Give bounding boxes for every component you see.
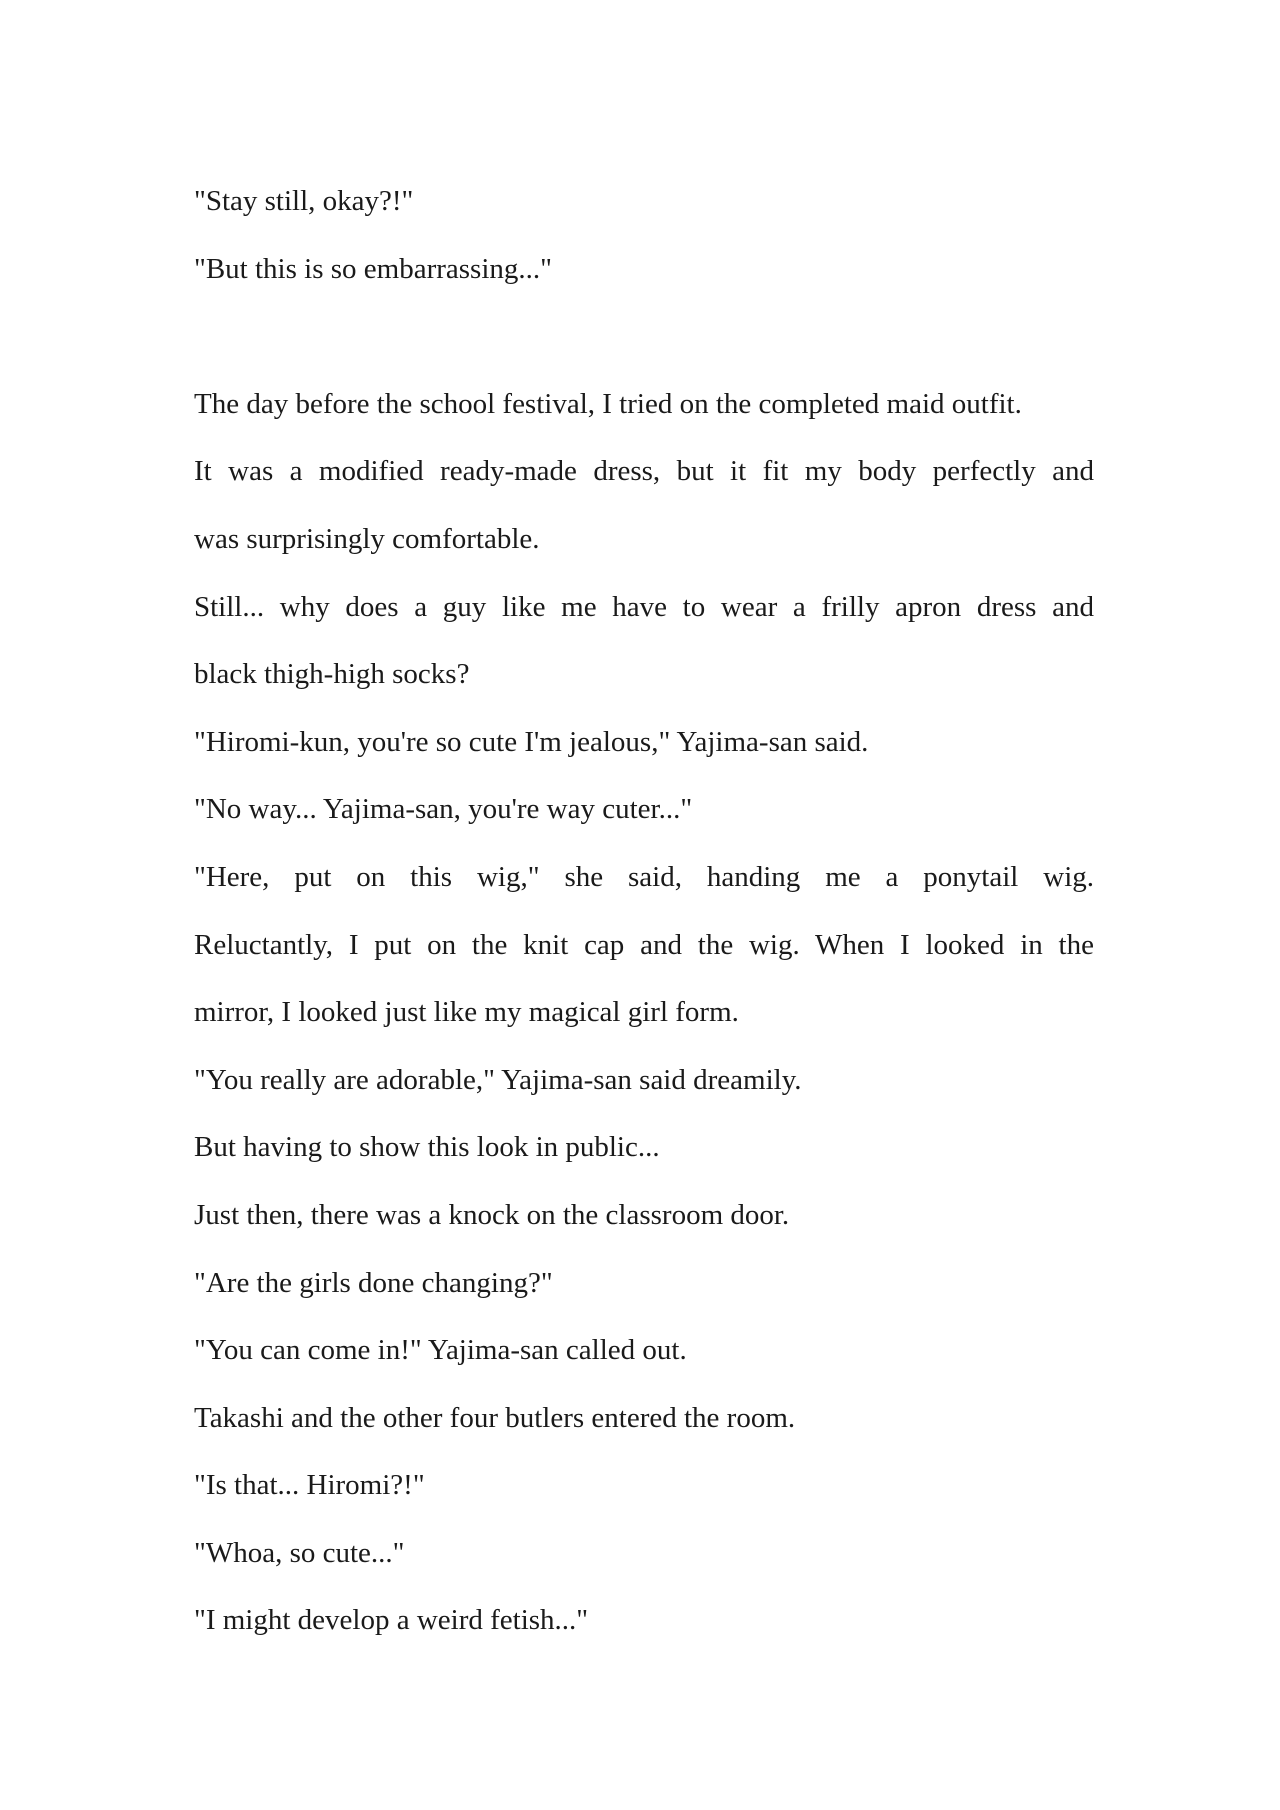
text-line: "Hiromi-kun, you're so cute I'm jealous," Yajima-san said. (194, 725, 869, 758)
text-line: "You can come in!" Yajima-san called out. (194, 1334, 687, 1367)
text-line: Still... why does a guy like me have to wear a frilly apron dress and (194, 590, 1094, 623)
text-line: It was a modified ready-made dress, but it fit my body perfectly and (194, 455, 1094, 488)
text-line: "Is that... Hiromi?!" (194, 1469, 425, 1502)
text-line: mirror, I looked just like my magical girl form. (194, 996, 739, 1029)
text-line: But having to show this look in public... (194, 1131, 660, 1164)
text-line: "Here, put on this wig," she said, handing me a ponytail wig. (194, 860, 1094, 893)
blank-line (194, 303, 1094, 371)
text-line: Takashi and the other four butlers entered the room. (194, 1401, 796, 1434)
text-line: was surprisingly comfortable. (194, 522, 540, 555)
text-line: The day before the school festival, I tried on the completed maid outfit. (194, 387, 1022, 420)
text-line: Reluctantly, I put on the knit cap and the wig. When I looked in the (194, 928, 1094, 961)
text-line: black thigh-high socks? (194, 658, 470, 691)
text-line: "You really are adorable," Yajima-san said dreamily. (194, 1063, 802, 1096)
text-line: "I might develop a weird fetish..." (194, 1604, 589, 1637)
text-line: "But this is so embarrassing..." (194, 252, 552, 285)
text-line: "Stay still, okay?!" (194, 185, 414, 217)
text-line: "Are the girls done changing?" (194, 1266, 553, 1299)
text-line: "No way... Yajima-san, you're way cuter..." (194, 793, 693, 826)
text-line: "Whoa, so cute..." (194, 1536, 405, 1569)
text-line: Just then, there was a knock on the classroom door. (194, 1198, 790, 1231)
story-text (194, 168, 1094, 1655)
